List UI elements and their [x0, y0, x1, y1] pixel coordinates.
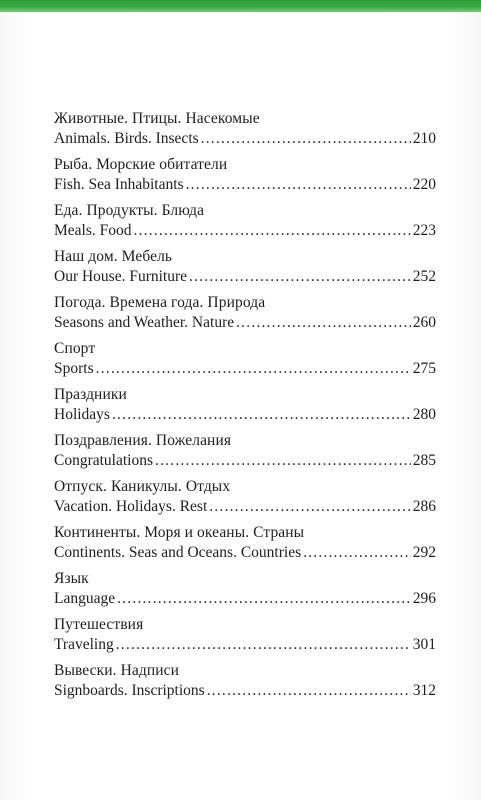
toc-entry — [54, 523, 436, 569]
toc-entry-english-title: Meals. Food — [54, 222, 132, 239]
toc-entry — [54, 569, 436, 615]
book-page — [0, 12, 481, 800]
toc-entry-page-number: 280 — [412, 406, 436, 423]
toc-entry — [54, 247, 436, 293]
toc-entry-russian-title: Еда. Продукты. Блюда — [54, 202, 205, 219]
toc-entry — [54, 293, 436, 339]
dot-leader — [155, 451, 411, 471]
toc-entry-english-title: Seasons and Weather. Nature — [54, 314, 235, 331]
toc-entry-russian-title: Вывески. Надписи — [54, 662, 180, 679]
toc-entry-english-title: Sports — [54, 360, 94, 377]
toc-entry-line — [54, 267, 436, 287]
toc-entry — [54, 201, 436, 247]
toc-entry-english-title: Traveling — [54, 636, 114, 653]
toc-entry-page-number: 312 — [412, 682, 436, 699]
dot-leader — [186, 175, 411, 195]
toc-entry-page-number: 285 — [412, 452, 436, 469]
toc-entry-page-number: 301 — [412, 636, 436, 653]
toc-entry-english-title: Signboards. Inscriptions — [54, 682, 205, 699]
toc-entry-english-title: Our House. Furniture — [54, 268, 188, 285]
toc-entry-line — [54, 359, 436, 379]
toc-entry — [54, 155, 436, 201]
toc-entry-russian-title: Праздники — [54, 386, 127, 403]
toc-entry-line — [54, 451, 436, 471]
toc-entry-line — [54, 129, 436, 149]
toc-entry-english-title: Vacation. Holidays. Rest — [54, 498, 208, 515]
toc-entry-page-number: 252 — [412, 268, 436, 285]
toc-entry-line — [54, 635, 436, 655]
toc-entry-page-number: 286 — [412, 498, 436, 515]
dot-leader — [116, 635, 411, 655]
toc-entry-page-number: 296 — [412, 590, 436, 607]
toc-entry — [54, 615, 436, 661]
dot-leader — [112, 405, 411, 425]
toc-entry — [54, 477, 436, 523]
toc-entry — [54, 339, 436, 385]
toc-entry-russian-title: Поздравления. Пожелания — [54, 432, 232, 449]
toc-entry-line — [54, 681, 436, 701]
toc-entry-russian-title: Отпуск. Каникулы. Отдых — [54, 478, 231, 495]
dot-leader — [189, 267, 411, 287]
dot-leader — [207, 681, 411, 701]
toc-entry-page-number: 210 — [412, 130, 436, 147]
toc-entry-page-number: 220 — [412, 176, 436, 193]
toc-entry-russian-title: Наш дом. Мебель — [54, 248, 173, 265]
dot-leader — [201, 129, 411, 149]
toc-entry-russian-title: Спорт — [54, 340, 96, 357]
toc-entry — [54, 109, 436, 155]
dot-leader — [236, 313, 411, 333]
toc-entry-english-title: Congratulations — [54, 452, 154, 469]
dot-leader — [96, 359, 411, 379]
toc-entry — [54, 661, 436, 707]
cover-edge-band — [0, 0, 481, 12]
toc-entry-english-title: Language — [54, 590, 116, 607]
toc-entry-russian-title: Животные. Птицы. Насекомые — [54, 110, 260, 127]
toc-entry-page-number: 260 — [412, 314, 436, 331]
toc-entry-english-title: Continents. Seas and Oceans. Countries — [54, 544, 302, 561]
toc-entry-page-number: 292 — [412, 544, 436, 561]
toc-entry-line — [54, 543, 436, 563]
toc-entry-line — [54, 497, 436, 517]
toc-entry-english-title: Fish. Sea Inhabitants — [54, 176, 184, 193]
dot-leader — [117, 589, 411, 609]
toc-entry-line — [54, 589, 436, 609]
toc-entry-line — [54, 221, 436, 241]
dot-leader — [134, 221, 411, 241]
toc-entry-english-title: Holidays — [54, 406, 110, 423]
toc-entry-russian-title: Рыба. Морские обитатели — [54, 156, 228, 173]
toc-entry-english-title: Animals. Birds. Insects — [54, 130, 199, 147]
toc-entry-russian-title: Континенты. Моря и океаны. Страны — [54, 524, 305, 541]
dot-leader — [303, 543, 411, 563]
toc-entry — [54, 431, 436, 477]
toc-entry-page-number: 223 — [412, 222, 436, 239]
toc-entry-line — [54, 405, 436, 425]
toc-entry-russian-title: Путешествия — [54, 616, 144, 633]
toc-entry — [54, 385, 436, 431]
toc-entry-line — [54, 175, 436, 195]
toc-entry-page-number: 275 — [412, 360, 436, 377]
table-of-contents — [54, 109, 436, 707]
toc-entry-russian-title: Погода. Времена года. Природа — [54, 294, 266, 311]
dot-leader — [209, 497, 410, 517]
toc-entry-russian-title: Язык — [54, 570, 89, 587]
toc-entry-line — [54, 313, 436, 333]
